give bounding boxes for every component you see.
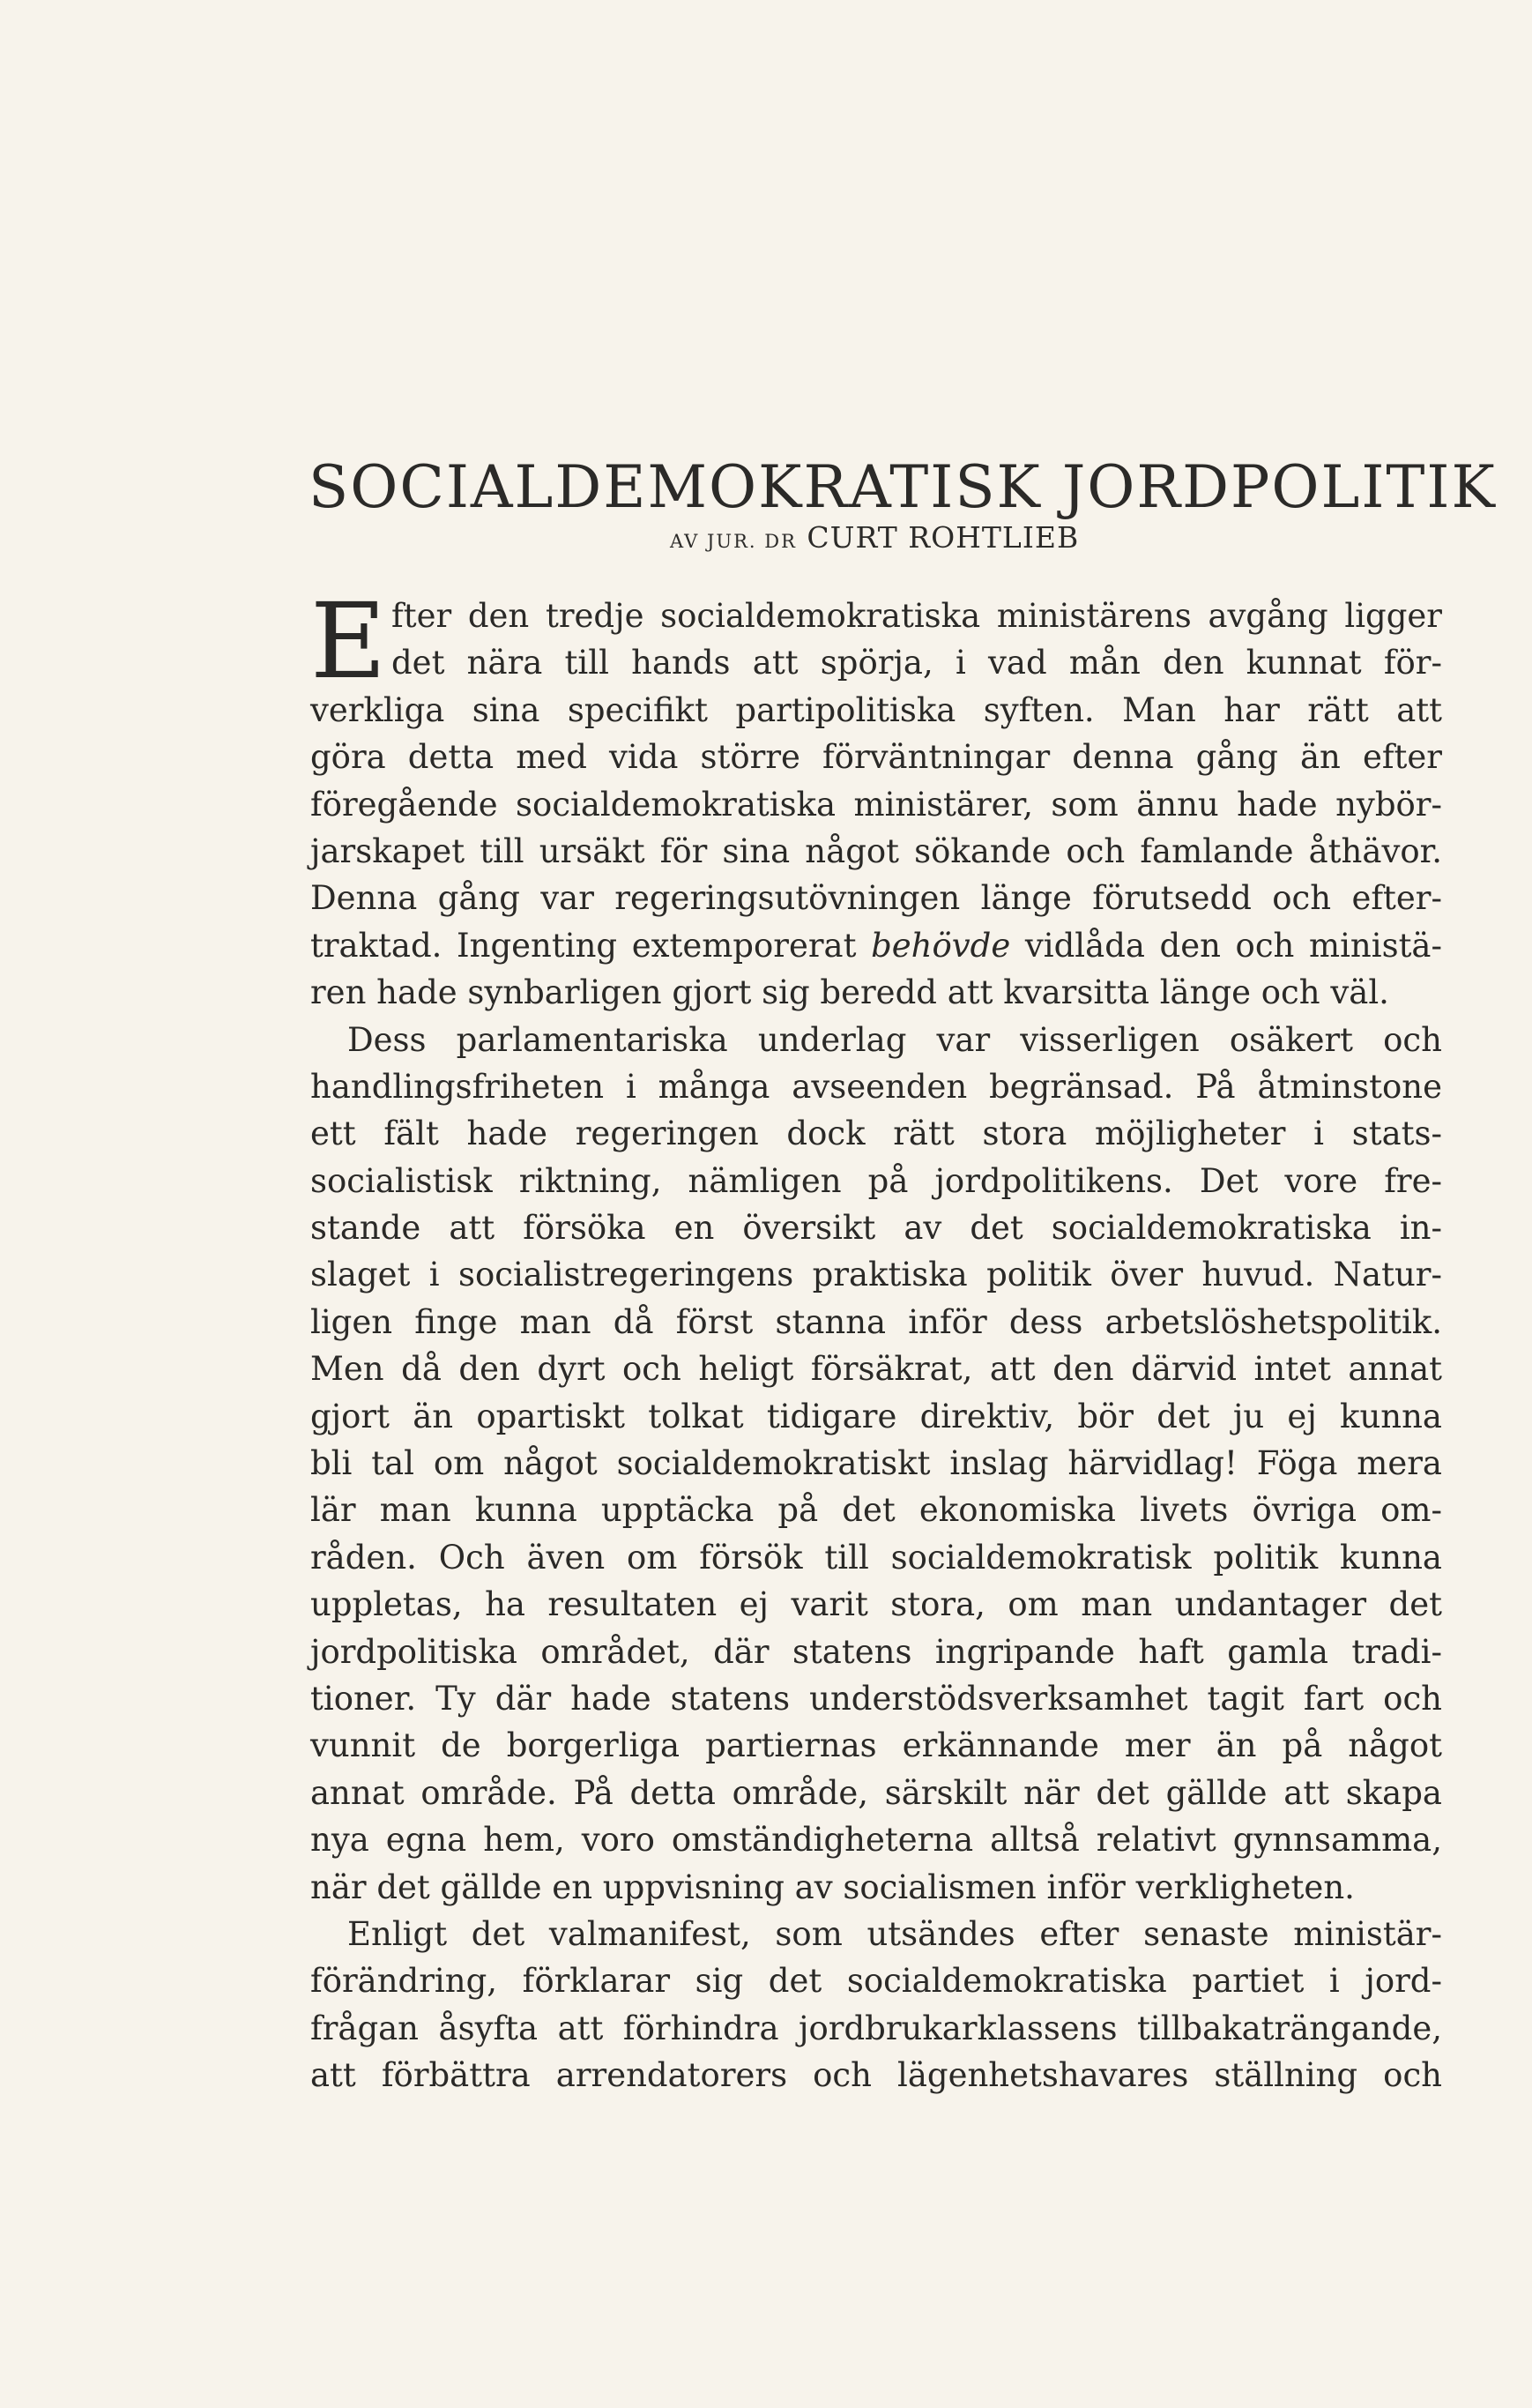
text-line: råden. Och även om försök till socialdemokratisk politik kunna — [310, 1538, 1442, 1577]
text-line: lär man kunna upptäcka på det ekonomiska livets övriga om- — [310, 1491, 1442, 1530]
text-line: ett fält hade regeringen dock rätt stora möjligheter i stats- — [310, 1115, 1442, 1153]
text-line: när det gällde en uppvisning av socialismen inför verkligheten. — [310, 1868, 1355, 1906]
text-line: föregående socialdemokratiska ministärer, som ännu hade nybör- — [310, 785, 1442, 824]
text-line: ligen finge man då först stanna inför dess arbetslöshetspolitik. — [310, 1302, 1442, 1341]
article-title: SOCIALDEMOKRATISK JORDPOLITIK — [309, 453, 1497, 522]
text-line — [310, 922, 1442, 969]
italic-word: behövde — [871, 926, 1011, 965]
text-line: frågan åsyfta att förhindra jordbrukarklassens tillbakaträngande, — [310, 2009, 1442, 2047]
text-line: förändring, förklarar sig det socialdemokratiska partiet i jord- — [310, 1962, 1442, 2001]
text-fragment: vidlåda den och ministä- — [1024, 926, 1442, 965]
byline-prefix: AV JUR. DR — [670, 531, 797, 552]
byline — [670, 520, 1079, 555]
text-line: bli tal om något socialdemokratiskt inslag härvidlag! Föga mera — [310, 1444, 1442, 1483]
text-line: stande att försöka en översikt av det socialdemokratiska in- — [310, 1209, 1442, 1248]
text-line: jarskapet till ursäkt för sina något sökande och famlande åthävor. — [310, 831, 1442, 870]
text-line: Denna gång var regeringsutövningen länge förutsedd och efter- — [310, 879, 1442, 918]
text-line: att förbättra arrendatorers och lägenhetshavares ställning och — [310, 2056, 1442, 2095]
text-line: Men då den dyrt och heligt försäkrat, att den därvid intet annat — [310, 1350, 1442, 1389]
text-line: vunnit de borgerliga partiernas erkännande mer än på något — [310, 1726, 1442, 1765]
text-line: Enligt det valmanifest, som utsändes efter senaste ministär- — [347, 1914, 1442, 1953]
text-line: fter den tredje socialdemokratiska ministärens avgång ligger — [391, 597, 1442, 635]
text-line: göra detta med vida större förväntningar denna gång än efter — [310, 738, 1442, 777]
byline-author: CURT ROHTLIEB — [807, 520, 1080, 555]
text-fragment: traktad. Ingenting extemporerat — [310, 926, 857, 965]
text-line: Dess parlamentariska underlag var visserligen osäkert och — [347, 1020, 1442, 1059]
text-line: tioner. Ty där hade statens understödsverksamhet tagit fart och — [310, 1679, 1442, 1718]
text-line: ren hade synbarligen gjort sig beredd att kvarsitta länge och väl. — [310, 973, 1389, 1012]
text-line: jordpolitiska området, där statens ingripande haft gamla tradi- — [310, 1632, 1442, 1671]
text-line: annat område. På detta område, särskilt när det gällde att skapa — [310, 1773, 1442, 1812]
text-line: uppletas, ha resultaten ej varit stora, om man undantager det — [310, 1585, 1442, 1624]
text-line: gjort än opartiskt tolkat tidigare direktiv, bör det ju ej kunna — [310, 1397, 1442, 1435]
text-line: nya egna hem, voro omständigheterna alltså relativt gynnsamma, — [310, 1821, 1442, 1860]
text-line: verkliga sina specifikt partipolitiska syften. Man har rätt att — [310, 690, 1442, 729]
text-line: slaget i socialistregeringens praktiska politik över huvud. Natur- — [310, 1256, 1442, 1294]
drop-cap: E — [310, 580, 387, 702]
text-line: socialistisk riktning, nämligen på jordpolitikens. Det vore fre- — [310, 1161, 1442, 1200]
text-line: handlingsfriheten i många avseenden begränsad. På åtminstone — [310, 1067, 1442, 1106]
article-body — [310, 580, 1442, 2099]
text-line: det nära till hands att spörja, i vad mån den kunnat för- — [391, 644, 1442, 682]
